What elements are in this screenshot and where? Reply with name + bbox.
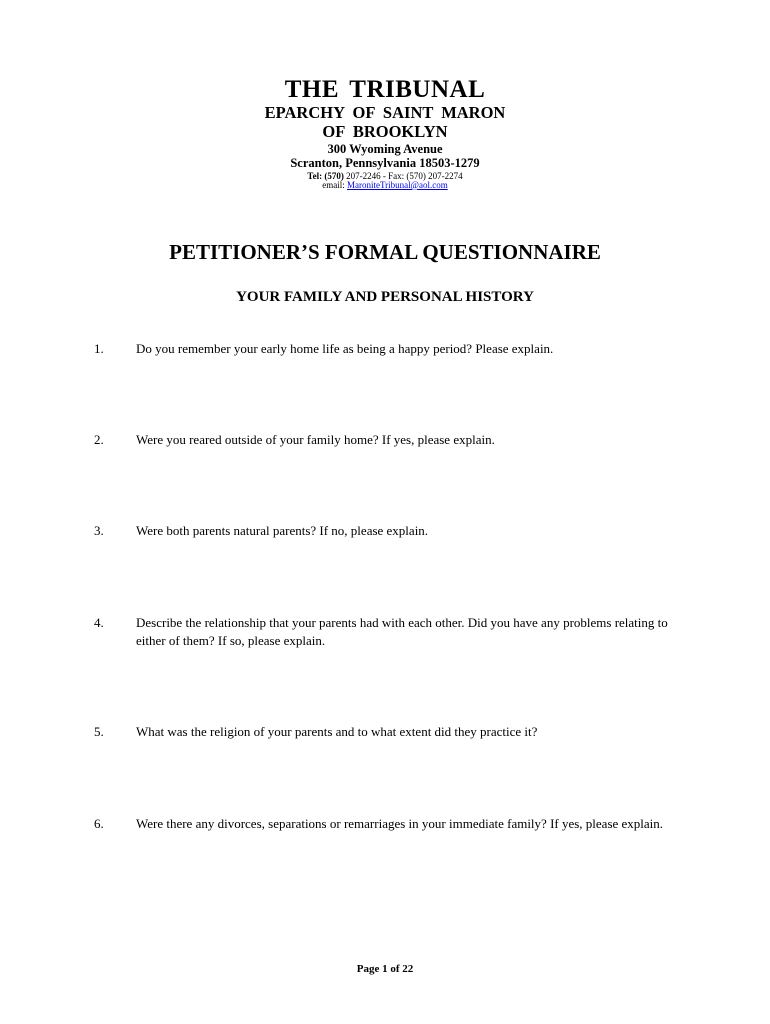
eparchy-name-line2: OF BROOKLYN (322, 122, 448, 141)
question-number: 5. (94, 724, 104, 739)
street-address: 300 Wyoming Avenue (327, 142, 443, 156)
question-number: 1. (94, 341, 104, 356)
question-text: Do you remember your early home life as being a happy period? Please explain. (136, 341, 554, 356)
tribunal-title: THE TRIBUNAL (284, 76, 486, 103)
section-title: YOUR FAMILY AND PERSONAL HISTORY (236, 289, 534, 305)
question-text: Were there any divorces, separations or remarriages in your immediate family? If yes, please explain. (136, 816, 664, 831)
question-number: 2. (94, 432, 104, 447)
question-text: Were both parents natural parents? If no, please explain. (136, 523, 429, 538)
email-link[interactable]: MaroniteTribunal@aol.com (347, 180, 448, 190)
email-line (0, 180, 770, 190)
city-address: Scranton, Pennsylvania 18503-1279 (290, 156, 480, 170)
question-number: 3. (94, 523, 104, 538)
question-text: What was the religion of your parents and to what extent did they practice it? (136, 724, 538, 739)
document-title: PETITIONER’S FORMAL QUESTIONNAIRE (169, 240, 601, 264)
email-label: email: (322, 180, 348, 190)
question-number: 6. (94, 816, 104, 831)
tel-fax-numbers: 207-2246 - Fax: (570) 207-2274 (343, 171, 463, 181)
question-number: 4. (94, 615, 104, 630)
page-number: Page 1 of 22 (356, 963, 414, 975)
tel-label: Tel: (570) (307, 171, 344, 181)
eparchy-name-line1: EPARCHY OF SAINT MARON (264, 103, 506, 122)
question-text: Describe the relationship that your parents had with each other. Did you have any problems relating to either of them? If so, please explain. (136, 615, 668, 648)
question-text: Were you reared outside of your family home? If yes, please explain. (136, 432, 495, 447)
